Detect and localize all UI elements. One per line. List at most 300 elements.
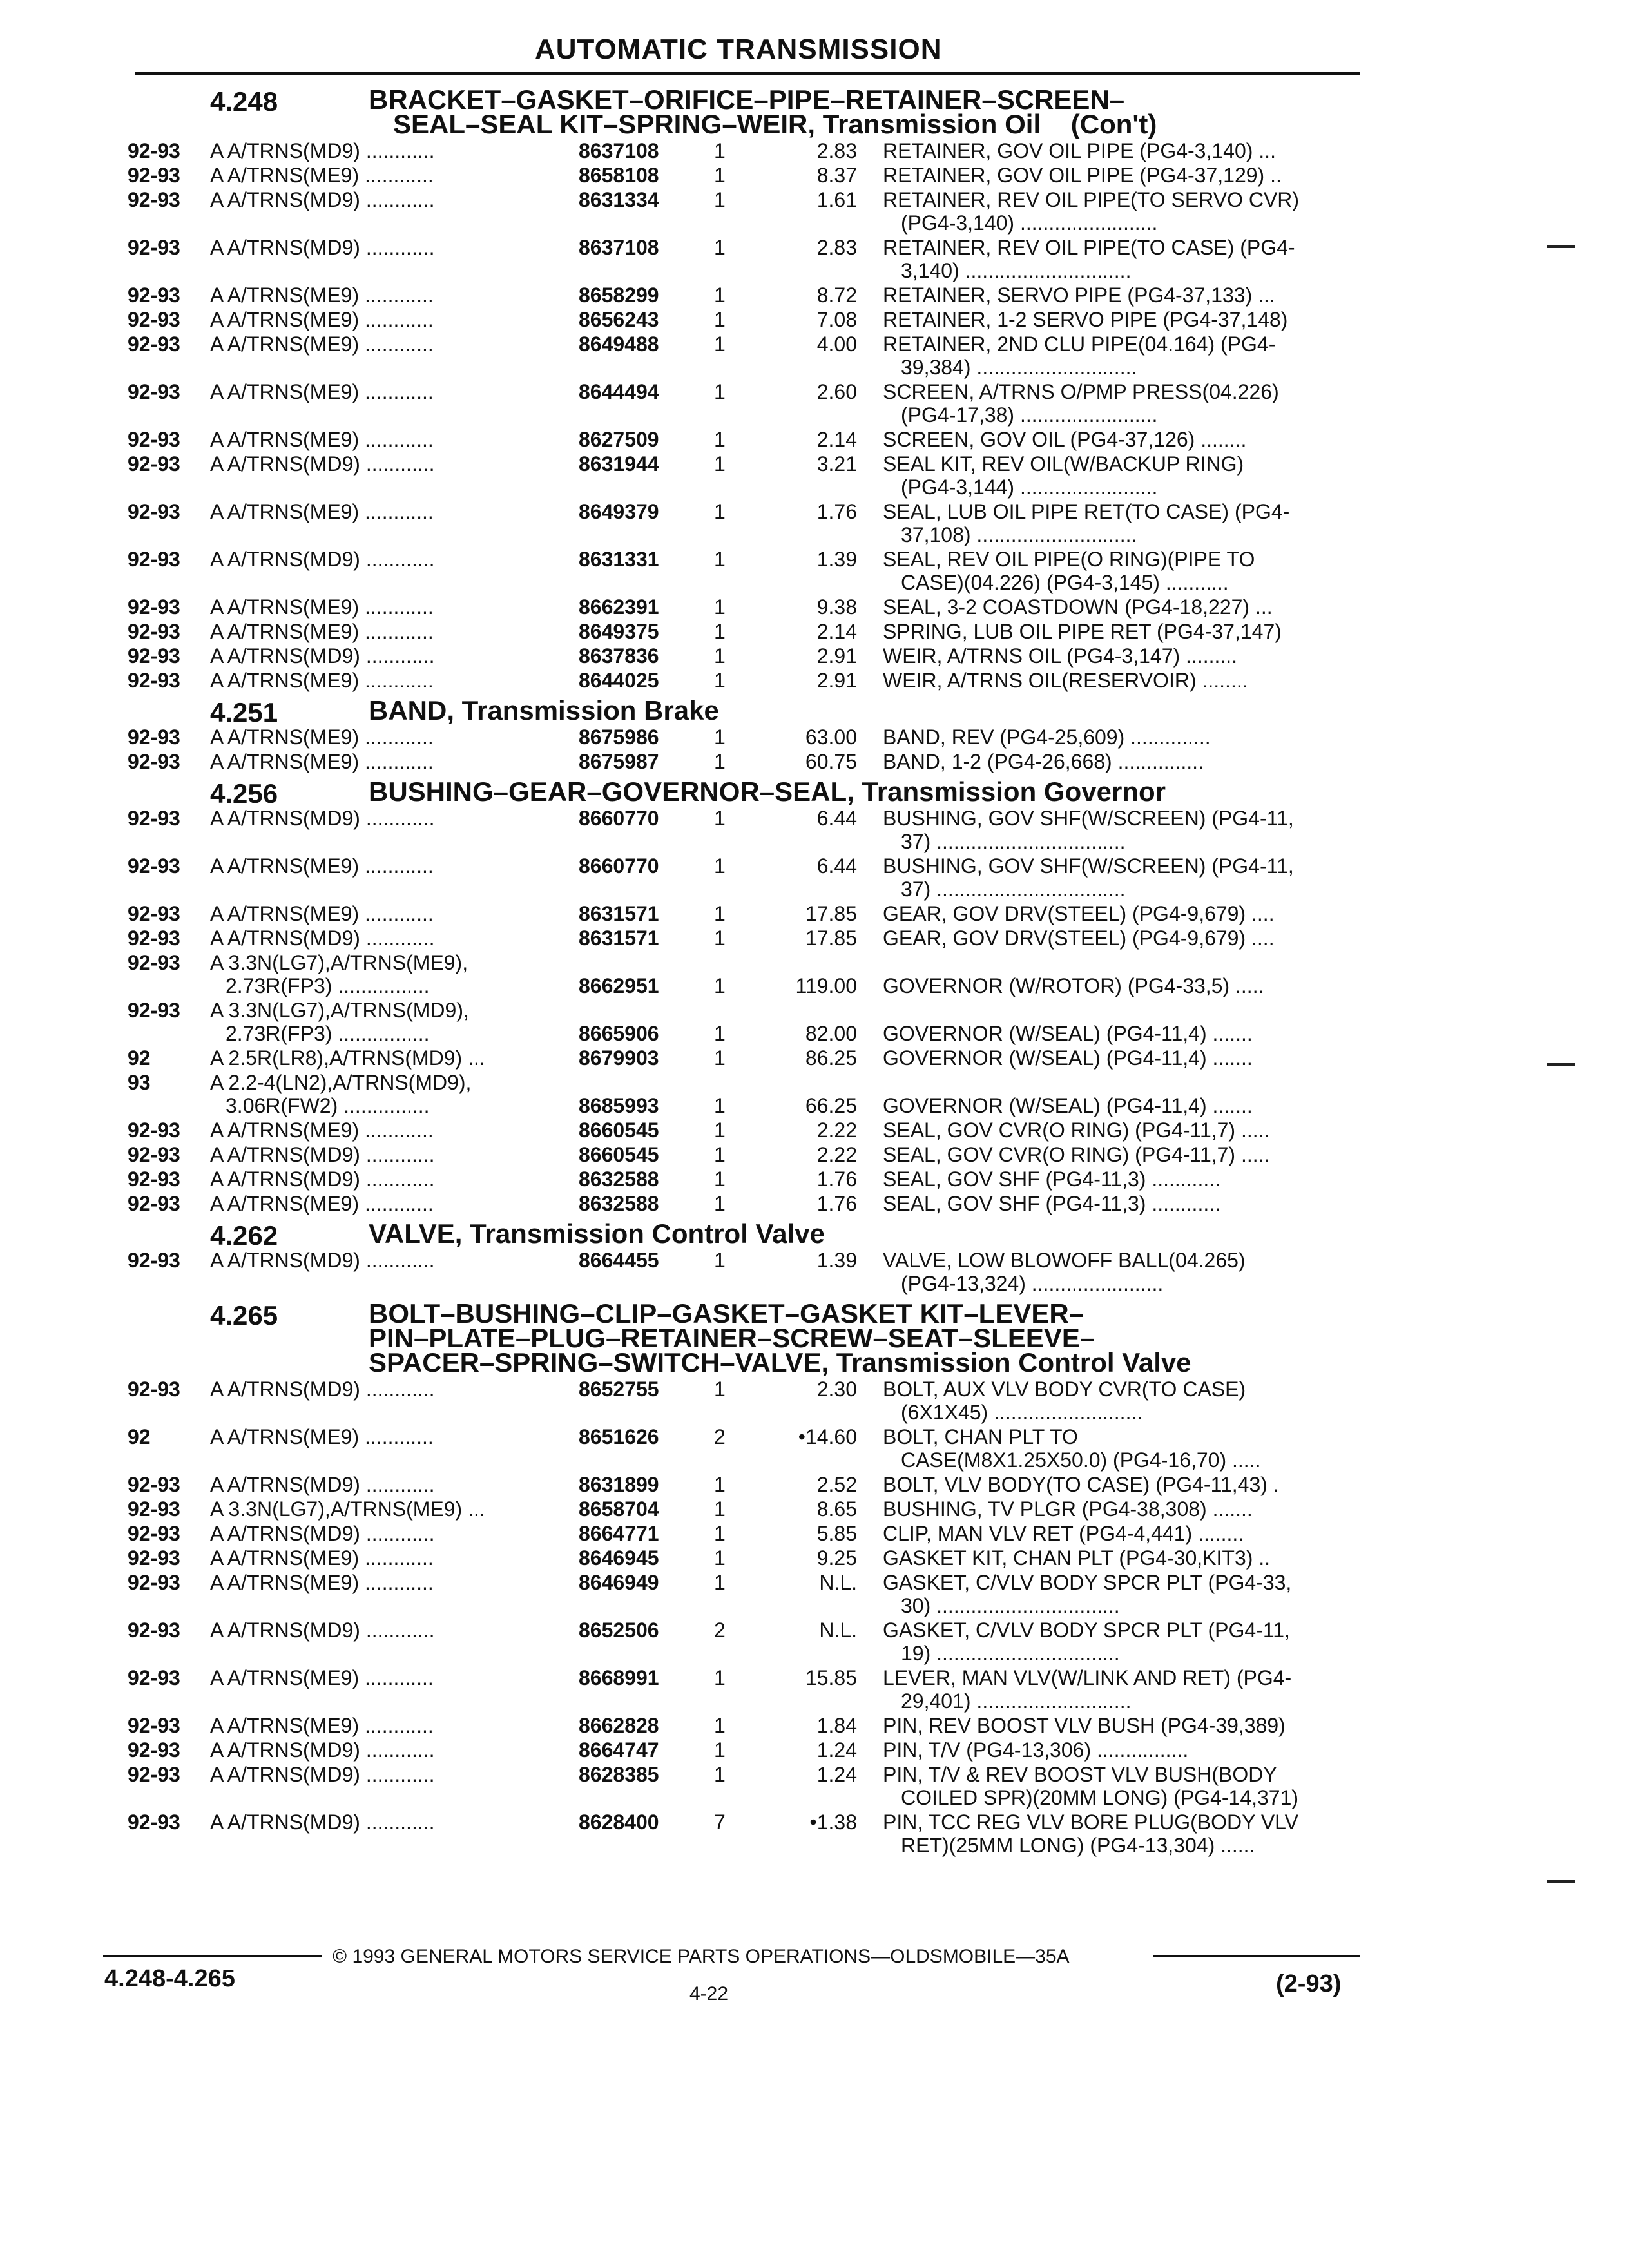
quantity: 1 [714,1763,726,1786]
price: 9.38 [816,595,857,619]
price: 1.76 [816,1192,857,1215]
model-year: 92-93 [128,1522,180,1545]
application: A A/TRNS(MD9) ............ [210,644,435,668]
application: A A/TRNS(ME9) ............ [210,1425,434,1448]
part-number: 8646949 [579,1571,659,1594]
model-year: 92-93 [128,188,180,211]
part-description: GEAR, GOV DRV(STEEL) (PG4-9,679) .... [883,927,1275,950]
quantity: 1 [714,807,726,830]
application: A A/TRNS(ME9) ............ [210,669,434,692]
part-description: BAND, REV (PG4-25,609) .............. [883,726,1211,749]
section-title-line: BRACKET–GASKET–ORIFICE–PIPE–RETAINER–SCREEN– [369,84,1125,115]
part-description: SEAL, GOV SHF (PG4-11,3) ............ [883,1192,1220,1215]
model-year: 92-93 [128,500,180,523]
part-row [0,807,1629,853]
model-year: 92-93 [128,1763,180,1786]
section-number: 4.262 [210,1220,278,1251]
part-number: 8675987 [579,750,659,773]
quantity: 1 [714,164,726,187]
part-description: RETAINER, REV OIL PIPE(TO SERVO CVR) [883,188,1300,211]
part-description: BUSHING, GOV SHF(W/SCREEN) (PG4-11, [883,807,1294,830]
model-year: 92-93 [128,644,180,668]
model-year: 92-93 [128,236,180,259]
part-row [0,1071,1629,1117]
application: A 3.3N(LG7),A/TRNS(ME9), [210,951,468,974]
price: 3.21 [816,452,857,476]
application: A A/TRNS(MD9) ............ [210,1168,435,1191]
section-number: 4.251 [210,697,278,727]
part-description: RETAINER, SERVO PIPE (PG4-37,133) ... [883,284,1275,307]
quantity: 1 [714,902,726,925]
model-year: 92-93 [128,927,180,950]
quantity: 1 [714,595,726,619]
part-row [0,854,1629,901]
price: 2.30 [816,1378,857,1401]
price: 2.22 [816,1119,857,1142]
part-description: GOVERNOR (W/ROTOR) (PG4-33,5) ..... [883,974,1264,997]
part-number: 8679903 [579,1046,659,1070]
part-description: SPRING, LUB OIL PIPE RET (PG4-37,147) [883,620,1282,643]
application: A A/TRNS(ME9) ............ [210,726,434,749]
footer-page-number: 4-22 [689,1983,729,2004]
application: A 3.3N(LG7),A/TRNS(MD9), [210,999,469,1022]
quantity: 1 [714,452,726,476]
quantity: 1 [714,1522,726,1545]
quantity: 1 [714,1378,726,1401]
part-row [0,188,1629,235]
application: A A/TRNS(MD9) ............ [210,139,435,162]
part-number: 8632588 [579,1192,659,1215]
quantity: 1 [714,188,726,211]
model-year: 92-93 [128,1497,180,1521]
part-description-continued: (PG4-3,144) ........................ [901,476,1158,499]
price: 1.76 [816,1168,857,1191]
quantity: 1 [714,428,726,451]
part-description: BOLT, VLV BODY(TO CASE) (PG4-11,43) . [883,1473,1279,1496]
part-row [0,332,1629,379]
application: A A/TRNS(MD9) ............ [210,1473,435,1496]
part-description-continued: 37,108) ............................ [901,523,1137,546]
part-number: 8631899 [579,1473,659,1496]
part-number: 8637108 [579,236,659,259]
part-number: 8660545 [579,1143,659,1166]
model-year: 92 [128,1046,151,1070]
application-continued: 2.73R(FP3) ................ [226,1022,430,1045]
application: A A/TRNS(MD9) ............ [210,236,435,259]
price: 1.84 [816,1714,857,1737]
part-row [0,999,1629,1045]
application: A A/TRNS(ME9) ............ [210,595,434,619]
part-description-continued: RET)(25MM LONG) (PG4-13,304) ...... [901,1834,1255,1857]
application: A A/TRNS(MD9) ............ [210,188,435,211]
section-title-line: SEAL–SEAL KIT–SPRING–WEIR, Transmission Oil (Con't) [393,109,1157,139]
application-continued: 2.73R(FP3) ................ [226,974,430,997]
application: A A/TRNS(ME9) ............ [210,428,434,451]
part-row [0,1497,1629,1521]
application: A A/TRNS(MD9) ............ [210,1143,435,1166]
part-description: RETAINER, 2ND CLU PIPE(04.164) (PG4- [883,332,1276,356]
price: 5.85 [816,1522,857,1545]
part-row [0,1425,1629,1472]
model-year: 92-93 [128,332,180,356]
price: •14.60 [798,1425,857,1448]
part-description: RETAINER, 1-2 SERVO PIPE (PG4-37,148) [883,308,1288,331]
part-row [0,1811,1629,1857]
part-number: 8628385 [579,1763,659,1786]
part-number: 8628400 [579,1811,659,1834]
quantity: 1 [714,548,726,571]
part-row [0,1046,1629,1070]
part-number: 8631571 [579,902,659,925]
part-description: SEAL, GOV SHF (PG4-11,3) ............ [883,1168,1220,1191]
part-description: GASKET KIT, CHAN PLT (PG4-30,KIT3) .. [883,1546,1271,1570]
part-row [0,750,1629,773]
quantity: 1 [714,1192,726,1215]
price: 4.00 [816,332,857,356]
price: 2.91 [816,669,857,692]
part-number: 8652755 [579,1378,659,1401]
model-year: 92-93 [128,548,180,571]
application: A A/TRNS(ME9) ............ [210,332,434,356]
quantity: 1 [714,1143,726,1166]
price: 8.37 [816,164,857,187]
part-description: GOVERNOR (W/SEAL) (PG4-11,4) ....... [883,1046,1253,1070]
part-row [0,595,1629,619]
part-number: 8658108 [579,164,659,187]
part-description: RETAINER, REV OIL PIPE(TO CASE) (PG4- [883,236,1295,259]
part-description: BUSHING, TV PLGR (PG4-38,308) ....... [883,1497,1253,1521]
section-title-line: VALVE, Transmission Control Valve [369,1218,825,1249]
application: A A/TRNS(MD9) ............ [210,1738,435,1762]
application: A A/TRNS(MD9) ............ [210,1378,435,1401]
part-number: 8662391 [579,595,659,619]
price: 1.39 [816,548,857,571]
part-row [0,1378,1629,1424]
part-description: PIN, T/V & REV BOOST VLV BUSH(BODY [883,1763,1277,1786]
part-row [0,139,1629,162]
part-description: PIN, T/V (PG4-13,306) ................ [883,1738,1189,1762]
part-description-continued: (PG4-13,324) ....................... [901,1272,1164,1295]
part-row [0,1619,1629,1665]
application: A A/TRNS(ME9) ............ [210,1119,434,1142]
quantity: 1 [714,1571,726,1594]
application: A A/TRNS(ME9) ............ [210,1546,434,1570]
quantity: 1 [714,974,726,997]
price: 1.61 [816,188,857,211]
part-row [0,164,1629,187]
section-title-line: PIN–PLATE–PLUG–RETAINER–SCREW–SEAT–SLEEVE– [369,1323,1095,1353]
price: 60.75 [805,750,857,773]
model-year: 92-93 [128,902,180,925]
price: 6.44 [816,807,857,830]
price: 66.25 [805,1094,857,1117]
application: A 3.3N(LG7),A/TRNS(ME9) ... [210,1497,485,1521]
application: A A/TRNS(ME9) ............ [210,1571,434,1594]
model-year: 92-93 [128,669,180,692]
price: 119.00 [795,974,857,997]
part-description: RETAINER, GOV OIL PIPE (PG4-37,129) .. [883,164,1282,187]
model-year: 92-93 [128,1168,180,1191]
price: 2.83 [816,139,857,162]
application: A A/TRNS(ME9) ............ [210,164,434,187]
part-number: 8675986 [579,726,659,749]
quantity: 1 [714,1094,726,1117]
quantity: 1 [714,644,726,668]
part-number: 8651626 [579,1425,659,1448]
part-number: 8637836 [579,644,659,668]
part-description-continued: (6X1X45) .......................... [901,1401,1143,1424]
footer-rule-left [103,1955,322,1957]
part-description: WEIR, A/TRNS OIL (PG4-3,147) ......... [883,644,1238,668]
section-number: 4.256 [210,778,278,809]
quantity: 1 [714,1046,726,1070]
page-header-title: AUTOMATIC TRANSMISSION [535,34,942,65]
part-number: 8632588 [579,1168,659,1191]
part-number: 8668991 [579,1666,659,1689]
price: 6.44 [816,854,857,878]
footer-copyright: © 1993 GENERAL MOTORS SERVICE PARTS OPERATIONS—OLDSMOBILE—35A [333,1946,1070,1967]
part-number: 8660545 [579,1119,659,1142]
model-year: 92-93 [128,750,180,773]
part-number: 8664455 [579,1249,659,1272]
part-row [0,1738,1629,1762]
part-description-continued: 37) ................................. [901,830,1126,853]
part-row [0,1666,1629,1713]
part-row [0,902,1629,925]
application: A A/TRNS(MD9) ............ [210,807,435,830]
application: A A/TRNS(MD9) ............ [210,1249,435,1272]
part-row [0,1546,1629,1570]
part-description: PIN, REV BOOST VLV BUSH (PG4-39,389) [883,1714,1286,1737]
part-row [0,380,1629,427]
application: A A/TRNS(ME9) ............ [210,284,434,307]
part-number: 8656243 [579,308,659,331]
model-year: 92-93 [128,452,180,476]
price: 82.00 [805,1022,857,1045]
model-year: 92-93 [128,164,180,187]
quantity: 1 [714,1473,726,1496]
section-title-line: BOLT–BUSHING–CLIP–GASKET–GASKET KIT–LEVER– [369,1298,1084,1329]
part-row [0,284,1629,307]
quantity: 1 [714,1666,726,1689]
part-description: VALVE, LOW BLOWOFF BALL(04.265) [883,1249,1246,1272]
model-year: 92-93 [128,1619,180,1642]
part-description: SEAL, GOV CVR(O RING) (PG4-11,7) ..... [883,1143,1270,1166]
application: A A/TRNS(ME9) ............ [210,1192,434,1215]
model-year: 92-93 [128,1378,180,1401]
part-row [0,951,1629,997]
model-year: 92-93 [128,726,180,749]
part-row [0,1473,1629,1496]
application-continued: 3.06R(FW2) ............... [226,1094,430,1117]
part-number: 8685993 [579,1094,659,1117]
part-row [0,1249,1629,1295]
quantity: 1 [714,236,726,259]
part-description-continued: 37) ................................. [901,878,1126,901]
part-row [0,1192,1629,1215]
quantity: 1 [714,1168,726,1191]
part-description: SEAL, LUB OIL PIPE RET(TO CASE) (PG4- [883,500,1290,523]
footer-section-range: 4.248-4.265 [104,1965,235,1992]
part-number: 8660770 [579,807,659,830]
model-year: 92-93 [128,139,180,162]
part-row [0,644,1629,668]
price: 1.24 [816,1763,857,1786]
part-row [0,620,1629,643]
model-year: 92-93 [128,1546,180,1570]
application: A A/TRNS(MD9) ............ [210,1619,435,1642]
part-description: LEVER, MAN VLV(W/LINK AND RET) (PG4- [883,1666,1292,1689]
part-row [0,927,1629,950]
quantity: 1 [714,500,726,523]
part-number: 8637108 [579,139,659,162]
part-description: WEIR, A/TRNS OIL(RESERVOIR) ........ [883,669,1248,692]
part-row [0,500,1629,546]
quantity: 2 [714,1619,726,1642]
price: 15.85 [805,1666,857,1689]
part-number: 8631571 [579,927,659,950]
application: A A/TRNS(ME9) ............ [210,854,434,878]
application: A A/TRNS(ME9) ............ [210,500,434,523]
part-description-continued: CASE(M8X1.25X50.0) (PG4-16,70) ..... [901,1448,1261,1472]
part-description: RETAINER, GOV OIL PIPE (PG4-3,140) ... [883,139,1276,162]
quantity: 1 [714,669,726,692]
part-number: 8631944 [579,452,659,476]
price: N.L. [819,1571,857,1594]
part-description: BOLT, CHAN PLT TO [883,1425,1078,1448]
model-year: 92-93 [128,1738,180,1762]
application: A 2.2-4(LN2),A/TRNS(MD9), [210,1071,472,1094]
price: •1.38 [809,1811,857,1834]
quantity: 1 [714,927,726,950]
model-year: 92-93 [128,1473,180,1496]
part-row [0,1714,1629,1737]
model-year: 92-93 [128,1119,180,1142]
quantity: 1 [714,284,726,307]
model-year: 92-93 [128,1249,180,1272]
price: 9.25 [816,1546,857,1570]
quantity: 1 [714,1546,726,1570]
price: 2.14 [816,620,857,643]
price: 2.91 [816,644,857,668]
model-year: 92-93 [128,595,180,619]
quantity: 2 [714,1425,726,1448]
application: A A/TRNS(MD9) ............ [210,548,435,571]
price: 2.14 [816,428,857,451]
quantity: 1 [714,380,726,403]
part-row [0,428,1629,451]
part-description-continued: 30) ................................ [901,1594,1120,1617]
price: 7.08 [816,308,857,331]
application: A 2.5R(LR8),A/TRNS(MD9) ... [210,1046,485,1070]
price: 17.85 [805,902,857,925]
part-number: 8662828 [579,1714,659,1737]
part-description: BAND, 1-2 (PG4-26,668) ............... [883,750,1204,773]
application: A A/TRNS(ME9) ............ [210,380,434,403]
application: A A/TRNS(ME9) ............ [210,1714,434,1737]
part-row [0,1168,1629,1191]
model-year: 92-93 [128,1571,180,1594]
quantity: 1 [714,1249,726,1272]
quantity: 7 [714,1811,726,1834]
part-description: CLIP, MAN VLV RET (PG4-4,441) ........ [883,1522,1244,1545]
model-year: 92-93 [128,1714,180,1737]
model-year: 92 [128,1425,151,1448]
part-row [0,308,1629,331]
part-number: 8665906 [579,1022,659,1045]
part-number: 8658704 [579,1497,659,1521]
part-row [0,1119,1629,1142]
header-rule [135,72,1360,75]
price: 8.72 [816,284,857,307]
application: A A/TRNS(MD9) ............ [210,1763,435,1786]
application: A A/TRNS(MD9) ............ [210,452,435,476]
part-number: 8652506 [579,1619,659,1642]
part-description: SEAL KIT, REV OIL(W/BACKUP RING) [883,452,1244,476]
model-year: 92-93 [128,854,180,878]
section-number: 4.265 [210,1300,278,1331]
part-description: GOVERNOR (W/SEAL) (PG4-11,4) ....... [883,1022,1253,1045]
quantity: 1 [714,1119,726,1142]
part-description-continued: COILED SPR)(20MM LONG) (PG4-14,371) [901,1786,1299,1809]
quantity: 1 [714,332,726,356]
quantity: 1 [714,854,726,878]
part-number: 8649375 [579,620,659,643]
part-number: 8658299 [579,284,659,307]
quantity: 1 [714,1022,726,1045]
price: 2.52 [816,1473,857,1496]
part-row [0,452,1629,499]
part-description: PIN, TCC REG VLV BORE PLUG(BODY VLV [883,1811,1298,1834]
part-number: 8644494 [579,380,659,403]
application: A A/TRNS(MD9) ............ [210,1811,435,1834]
part-row [0,236,1629,282]
model-year: 92-93 [128,620,180,643]
part-description: SEAL, GOV CVR(O RING) (PG4-11,7) ..... [883,1119,1270,1142]
margin-tick [1547,245,1575,248]
model-year: 92-93 [128,999,180,1022]
model-year: 92-93 [128,428,180,451]
quantity: 1 [714,750,726,773]
quantity: 1 [714,1738,726,1762]
application: A A/TRNS(MD9) ............ [210,927,435,950]
part-number: 8664771 [579,1522,659,1545]
price: N.L. [819,1619,857,1642]
part-description: BOLT, AUX VLV BODY CVR(TO CASE) [883,1378,1246,1401]
price: 1.76 [816,500,857,523]
part-number: 8627509 [579,428,659,451]
section-title-line: BAND, Transmission Brake [369,695,719,726]
part-row [0,1763,1629,1809]
model-year: 92-93 [128,308,180,331]
price: 86.25 [805,1046,857,1070]
part-description-continued: (PG4-17,38) ........................ [901,403,1158,427]
part-number: 8662951 [579,974,659,997]
margin-tick [1547,1880,1575,1883]
part-description: GEAR, GOV DRV(STEEL) (PG4-9,679) .... [883,902,1275,925]
part-row [0,1143,1629,1166]
part-number: 8646945 [579,1546,659,1570]
model-year: 92-93 [128,284,180,307]
model-year: 92-93 [128,380,180,403]
application: A A/TRNS(ME9) ............ [210,308,434,331]
part-row [0,726,1629,749]
part-number: 8660770 [579,854,659,878]
part-description: SCREEN, A/TRNS O/PMP PRESS(04.226) [883,380,1279,403]
model-year: 92-93 [128,1192,180,1215]
model-year: 92-93 [128,951,180,974]
model-year: 92-93 [128,807,180,830]
